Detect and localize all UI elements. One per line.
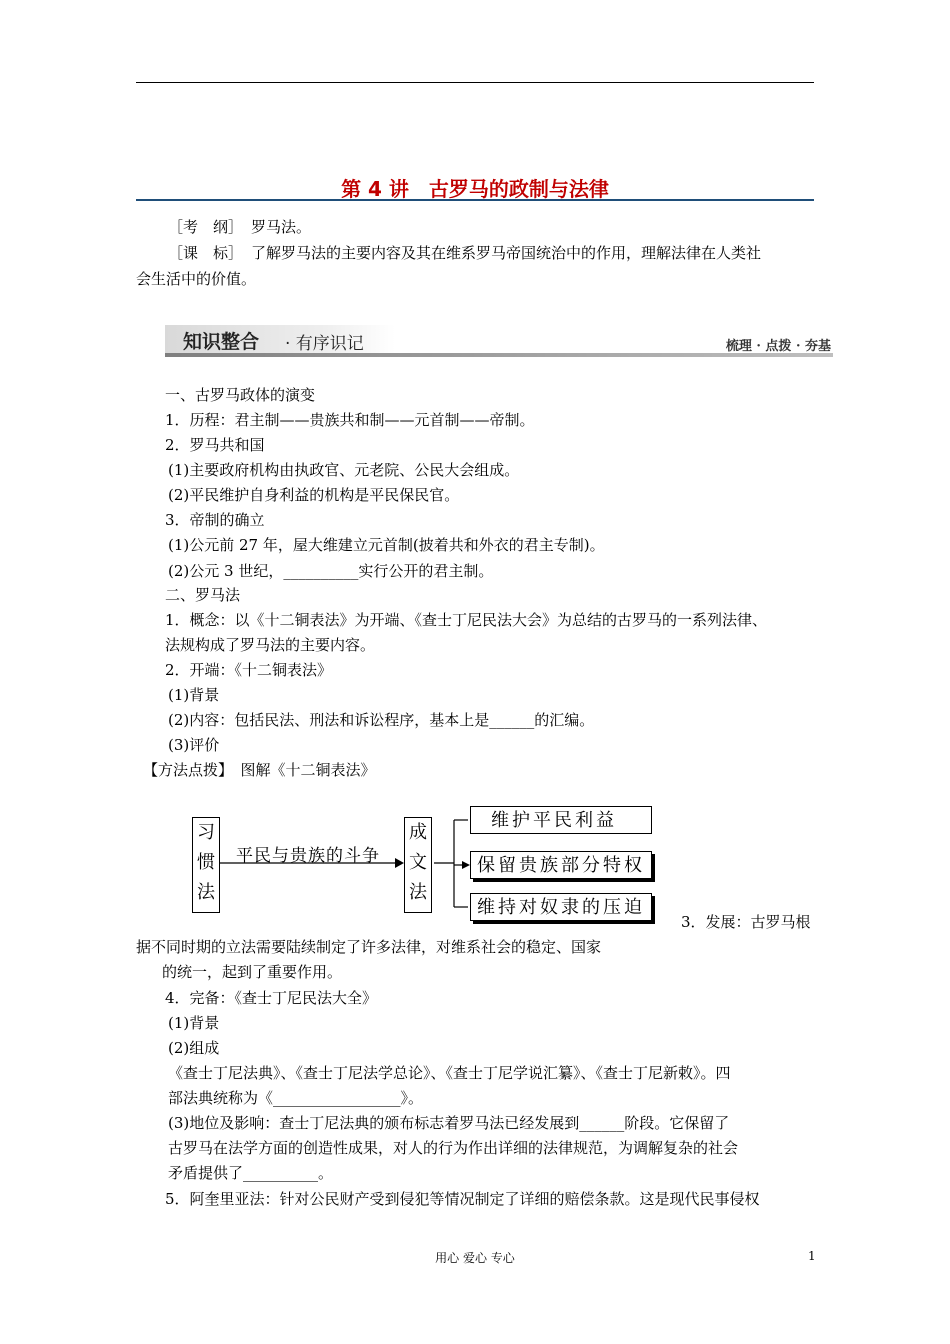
kebiao-text: 了解罗马法的主要内容及其在维系罗马帝国统治中的作用，理解法律在人类社: [251, 244, 762, 262]
text-line: 2．开端：《十二铜表法》: [165, 661, 333, 679]
method-tip: 【方法点拨】 图解《十二铜表法》: [143, 761, 376, 779]
banner-subtitle: · 有序识记: [285, 334, 364, 354]
result-box-1: 维护平民利益: [470, 806, 652, 834]
result-box-3: 维持对奴隶的压迫: [470, 893, 652, 921]
kebiao-line-2: 会生活中的价值。: [136, 270, 257, 288]
section-banner: [165, 325, 833, 358]
text-line: 5．阿奎里亚法：针对公民财产受到侵犯等情况制定了详细的赔偿条款。这是现代民事侵权: [165, 1190, 760, 1208]
kebiao-line: [168, 243, 761, 263]
text-line: 的统一，起到了重要作用。: [162, 963, 343, 981]
text-line: 古罗马在法学方面的创造性成果，对人的行为作出详细的法律规范，为调解复杂的社会: [168, 1139, 739, 1157]
kebiao-tag: ［课 标］: [168, 244, 244, 262]
title-underline: [136, 199, 814, 201]
text-line: (1)背景: [168, 686, 220, 704]
kaogang-text: 罗马法。: [251, 218, 312, 236]
box-char: 惯: [197, 852, 215, 873]
box-char: 法: [409, 882, 427, 903]
text-line: 1．概念：以《十二铜表法》为开端、《查士丁尼民法大会》为总结的古罗马的一系列法律、: [165, 611, 768, 629]
text-line: (1)公元前 27 年，屋大维建立元首制(披着共和外衣的君主专制)。: [168, 536, 605, 554]
custom-law-box: [192, 817, 220, 913]
text-line: (3)地位及影响：查士丁尼法典的颁布标志着罗马法已经发展到______阶段。它保留了: [168, 1114, 730, 1132]
page-number: 1: [808, 1249, 816, 1263]
written-law-box: [404, 817, 432, 913]
kaogang-tag: ［考 纲］: [168, 218, 244, 236]
text-line: (2)公元 3 世纪，__________实行公开的君主制。: [168, 562, 494, 580]
text-line: 2．罗马共和国: [165, 436, 265, 454]
lesson-title: 第 4 讲 古罗马的政制与法律: [341, 177, 609, 201]
box-char: 习: [197, 822, 215, 843]
text-line: 据不同时期的立法需要陆续制定了许多法律，对维系社会的稳定、国家: [136, 938, 602, 956]
banner-title: 知识整合: [183, 331, 260, 353]
arrow-label: 平民与贵族的斗争: [236, 846, 380, 866]
text-line: 法规构成了罗马法的主要内容。: [165, 636, 376, 654]
text-line: (3)评价: [168, 736, 220, 754]
text-line: 4．完备：《查士丁尼民法大全》: [165, 989, 378, 1007]
header-rule: [136, 82, 814, 83]
text-line: 《查士丁尼法典》、《查士丁尼法学总论》、《查士丁尼学说汇纂》、《查士丁尼新敕》。四: [168, 1064, 731, 1082]
text-line: 3．发展：古罗马根: [681, 913, 811, 931]
text-line: 1．历程：君主制——贵族共和制——元首制——帝制。: [165, 411, 535, 429]
text-line: 矛盾提供了__________。: [168, 1164, 334, 1182]
result-box-2: 保留贵族部分特权: [470, 851, 652, 879]
text-line: (2)平民维护自身利益的机构是平民保民官。: [168, 486, 460, 504]
box-char: 文: [409, 852, 427, 873]
text-line: 3．帝制的确立: [165, 511, 265, 529]
text-line: 一、古罗马政体的演变: [165, 386, 316, 404]
text-line: (2)组成: [168, 1039, 220, 1057]
text-line: (1)背景: [168, 1014, 220, 1032]
text-line: (2)内容：包括民法、刑法和诉讼程序，基本上是______的汇编。: [168, 711, 595, 729]
text-line: 二、罗马法: [165, 586, 241, 604]
footer-motto: 用心 爱心 专心: [435, 1251, 515, 1265]
box-char: 成: [409, 822, 427, 843]
kaogang-line: [168, 217, 311, 237]
text-line: 部法典统称为《_________________》。: [168, 1089, 424, 1107]
box-char: 法: [197, 882, 215, 903]
twelve-tables-diagram: [190, 803, 660, 925]
text-line: (1)主要政府机构由执政官、元老院、公民大会组成。: [168, 461, 520, 479]
banner-right-label: 梳理 · 点拨 · 夯基: [725, 339, 831, 354]
